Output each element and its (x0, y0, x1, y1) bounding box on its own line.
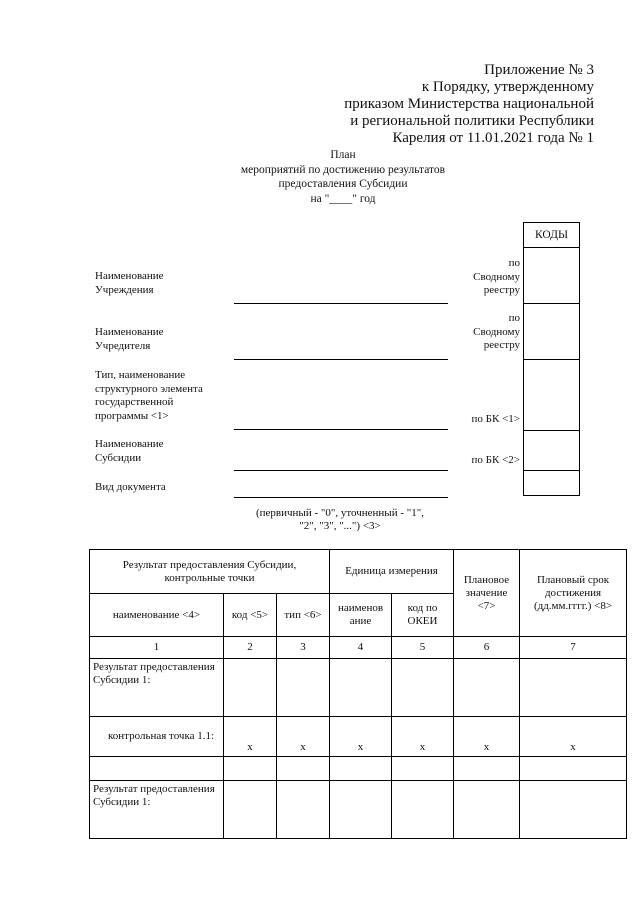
col-number: 6 (454, 637, 520, 659)
institution-code-label: по Сводному реестру (473, 257, 520, 296)
unit-group-header: Единица измерения (330, 550, 454, 594)
plan-title (0, 148, 640, 206)
table-cell[interactable] (520, 757, 627, 781)
code-cell-founder[interactable] (524, 304, 580, 360)
codes-table (523, 222, 580, 496)
appendix-line: Карелия от 11.01.2021 года № 1 (392, 130, 594, 146)
col-number: 7 (520, 637, 627, 659)
appendix-line: к Порядку, утвержденному (421, 79, 594, 95)
institution-field[interactable] (234, 303, 448, 304)
name-header: наименование <4> (90, 594, 224, 637)
table-row (90, 757, 627, 781)
table-cell[interactable] (392, 757, 454, 781)
okei-header: код по ОКЕИ (392, 594, 454, 637)
plan-line: План (330, 149, 356, 161)
table-cell: x (520, 717, 627, 757)
planned-value-header: Плановое значение <7> (454, 550, 520, 637)
subsidy-label: Наименование Субсидии (95, 438, 164, 464)
table-cell[interactable] (392, 659, 454, 717)
result-group-header: Результат предоставления Субсидии, контрольные точки (90, 550, 330, 594)
result-name-cell: Результат предоставления Субсидии 1: (90, 781, 224, 839)
program-field[interactable] (234, 429, 448, 430)
planned-date-header: Плановый срок достижения (дд.мм.гггг.) <8> (520, 550, 627, 637)
subsidy-field[interactable] (234, 470, 448, 471)
doc-type-label: Вид документа (95, 481, 166, 493)
founder-label: Наименование Учредителя (95, 326, 164, 352)
table-cell[interactable] (224, 781, 277, 839)
code-cell-subsidy[interactable] (524, 431, 580, 471)
table-cell[interactable] (277, 659, 330, 717)
table-cell[interactable] (330, 659, 392, 717)
col-number: 3 (277, 637, 330, 659)
table-row (90, 659, 627, 717)
code-cell-institution[interactable] (524, 248, 580, 304)
table-cell[interactable] (520, 781, 627, 839)
table-row (90, 781, 627, 839)
program-code-label: по БК <1> (471, 413, 520, 425)
table-cell[interactable] (330, 781, 392, 839)
table-cell: x (392, 717, 454, 757)
table-cell: x (277, 717, 330, 757)
subsidy-code-label: по БК <2> (471, 454, 520, 466)
table-cell[interactable] (277, 781, 330, 839)
column-numbers-row (90, 637, 627, 659)
results-table (89, 549, 627, 839)
table-cell: x (454, 717, 520, 757)
appendix-line: приказом Министерства национальной (344, 96, 594, 112)
founder-code-label: по Сводному реестру (473, 312, 520, 351)
col-number: 4 (330, 637, 392, 659)
table-cell[interactable] (277, 757, 330, 781)
institution-label: Наименование Учреждения (95, 270, 164, 296)
code-cell-doc-type[interactable] (524, 471, 580, 496)
appendix-line: Приложение № 3 (484, 62, 594, 78)
code-header: код <5> (224, 594, 277, 637)
table-cell[interactable] (520, 659, 627, 717)
table-cell[interactable] (454, 659, 520, 717)
code-cell-program[interactable] (524, 360, 580, 431)
appendix-line: и региональной политики Республики (350, 113, 594, 129)
checkpoint-name-cell: контрольная точка 1.1: (90, 717, 224, 757)
appendix-header (344, 62, 594, 147)
table-row (90, 717, 627, 757)
doc-type-field[interactable] (234, 497, 448, 498)
table-cell[interactable] (90, 757, 224, 781)
table-cell[interactable] (392, 781, 454, 839)
unit-name-header: наименов ание (330, 594, 392, 637)
table-cell[interactable] (224, 659, 277, 717)
result-name-cell: Результат предоставления Субсидии 1: (90, 659, 224, 717)
plan-line: на "____" год (310, 192, 376, 205)
doc-type-note: (первичный - "0", уточненный - "1", "2", "3", "...") <3> (256, 507, 424, 532)
col-number: 2 (224, 637, 277, 659)
table-cell: x (224, 717, 277, 757)
plan-line: мероприятий по достижению результатов (240, 163, 446, 176)
table-cell[interactable] (454, 757, 520, 781)
plan-line: предоставления Субсидии (278, 178, 408, 190)
table-cell[interactable] (454, 781, 520, 839)
codes-header: КОДЫ (524, 223, 580, 248)
table-cell: x (330, 717, 392, 757)
col-number: 1 (90, 637, 224, 659)
table-cell[interactable] (330, 757, 392, 781)
table-cell[interactable] (224, 757, 277, 781)
type-header: тип <6> (277, 594, 330, 637)
founder-field[interactable] (234, 359, 448, 360)
program-label: Тип, наименование структурного элемента государственной программы <1> (95, 369, 203, 422)
col-number: 5 (392, 637, 454, 659)
